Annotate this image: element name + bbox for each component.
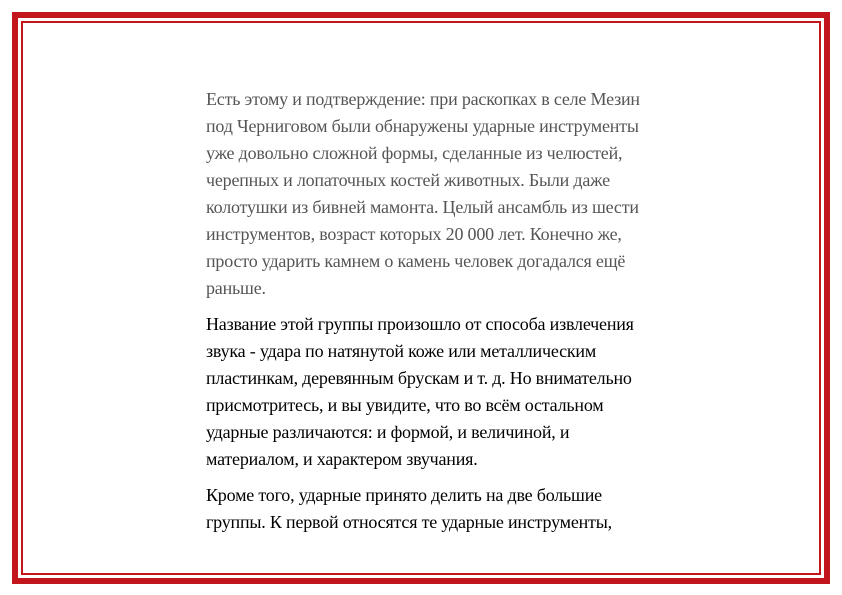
paragraph-archaeology: Есть этому и подтверждение: при раскопках в селе Мезин под Черниговом были обнаружены ударные инструменты уже довольно сложной формы, сделанные из челюстей, черепных и лопаточных костей животных. Были даже колотушки из бивней мамонта. Целый ансамбль из шести инструментов, возраст которых 20 000 лет. Конечно же, просто ударить камнем о камень человек догадался ещё раньше. — [206, 89, 640, 298]
paragraph-groups: Кроме того, ударные принято делить на две большие группы. К первой относятся те ударные инструменты, — [206, 485, 612, 532]
paragraph-group-name: Название этой группы произошло от способа извлечения звука - удара по натянутой коже или металлическим пластинкам, деревянным брускам и т. д. Но внимательно присмотритесь, и вы увидите, что во всём остальном ударные различаются: и формой, и величиной, и материалом, и характером звучания. — [206, 314, 634, 469]
text-block — [206, 86, 726, 545]
